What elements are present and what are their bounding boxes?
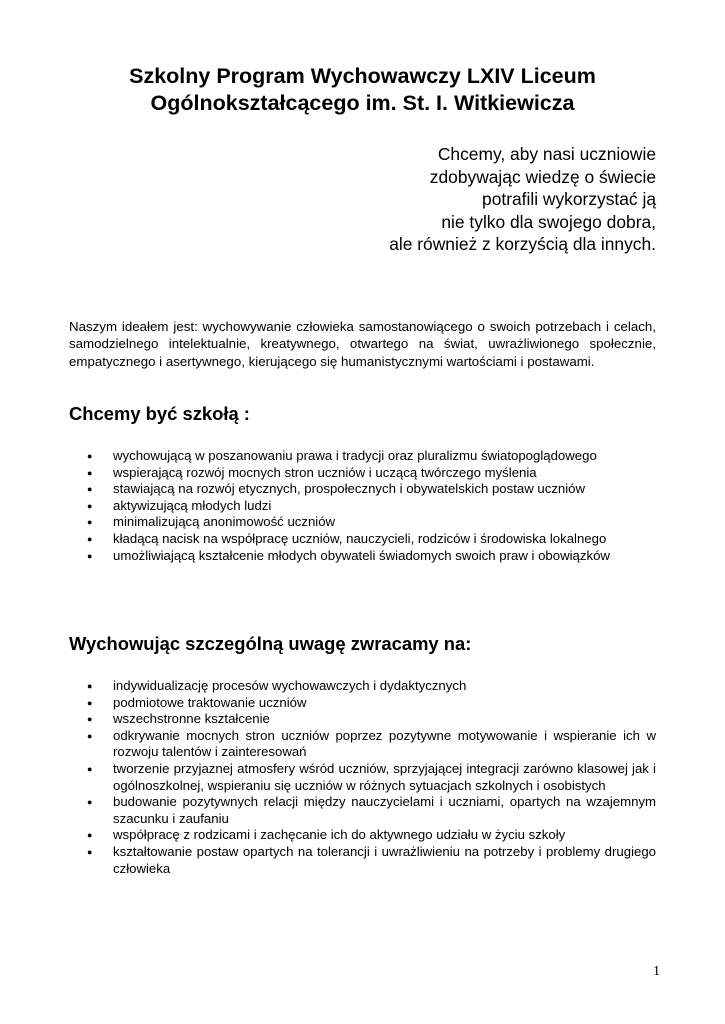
list-item: ● kształtowanie postaw opartych na tolerancji i uwrażliwieniu na potrzeby i problemy drugiego człowieka bbox=[87, 844, 656, 877]
title-line-1: Szkolny Program Wychowawczy LXIV Liceum bbox=[129, 64, 596, 88]
section-heading-attention: Wychowując szczególną uwagę zwracamy na: bbox=[69, 633, 472, 654]
motto-line: potrafili wykorzystać ją bbox=[482, 189, 656, 209]
motto-line: zdobywając wiedzę o świecie bbox=[429, 166, 656, 187]
title-line-2: Ogólnokształcącego im. St. I. Witkiewicza bbox=[150, 91, 575, 115]
list-item: ● wspierającą rozwój mocnych stron uczniów i uczącą twórczego myślenia bbox=[87, 465, 656, 482]
list-item: ● budowanie pozytywnych relacji między nauczycielami i uczniami, opartych na wzajemnym szacunku i zaufaniu bbox=[87, 794, 656, 827]
list-item: ● podmiotowe traktowanie uczniów bbox=[87, 695, 656, 712]
list-item: ● indywidualizację procesów wychowawczych i dydaktycznych bbox=[87, 678, 656, 695]
list-item: ● stawiającą na rozwój etycznych, prospołecznych i obywatelskich postaw uczniów bbox=[87, 481, 656, 498]
attention-points-list bbox=[87, 678, 656, 877]
list-item: ● aktywizującą młodych ludzi bbox=[87, 498, 656, 515]
motto-line: ale również z korzyścią dla innych. bbox=[389, 234, 656, 254]
list-item: ● umożliwiającą kształcenie młodych obywateli świadomych swoich praw i obowiązków bbox=[87, 548, 656, 565]
list-item: ● wychowującą w poszanowaniu prawa i tradycji oraz pluralizmu światopoglądowego bbox=[87, 448, 656, 465]
list-item: ● współpracę z rodzicami i zachęcanie ich do aktywnego udziału w życiu szkoły bbox=[87, 827, 656, 844]
list-item: ● minimalizującą anonimowość uczniów bbox=[87, 514, 656, 531]
document-title bbox=[60, 63, 665, 117]
school-goals-list bbox=[87, 448, 656, 564]
list-item: ● kładącą nacisk na współpracę uczniów, nauczycieli, rodziców i środowiska lokalnego bbox=[87, 531, 656, 548]
list-item: ● wszechstronne kształcenie bbox=[87, 711, 656, 728]
page-number: 1 bbox=[653, 964, 660, 979]
list-item: ● tworzenie przyjaznej atmosfery wśród uczniów, sprzyjającej integracji zarówno klasowej jak i ogólnoszkolnej, wspieraniu się uczniów w różnych sytuacjach szkolnych i osobistych bbox=[87, 761, 656, 794]
motto-line: Chcemy, aby nasi uczniowie bbox=[437, 144, 656, 164]
motto-line: nie tylko dla swojego dobra, bbox=[441, 211, 656, 232]
section-heading-school: Chcemy być szkołą : bbox=[69, 403, 250, 424]
intro-paragraph: Naszym ideałem jest: wychowywanie człowieka samostanowiącego o swoich potrzebach i celach, samodzielnego intelektualnie, kreatywnego, otwartego na świat, uwrażliwionego społecznie, empatycznego i asertywnego, kierującego się humanistycznymi wartościami i postawami. bbox=[69, 319, 656, 369]
motto bbox=[300, 143, 656, 256]
list-item: ● odkrywanie mocnych stron uczniów poprzez pozytywne motywowanie i wspieranie ich w rozwoju talentów i zainteresowań bbox=[87, 728, 656, 761]
